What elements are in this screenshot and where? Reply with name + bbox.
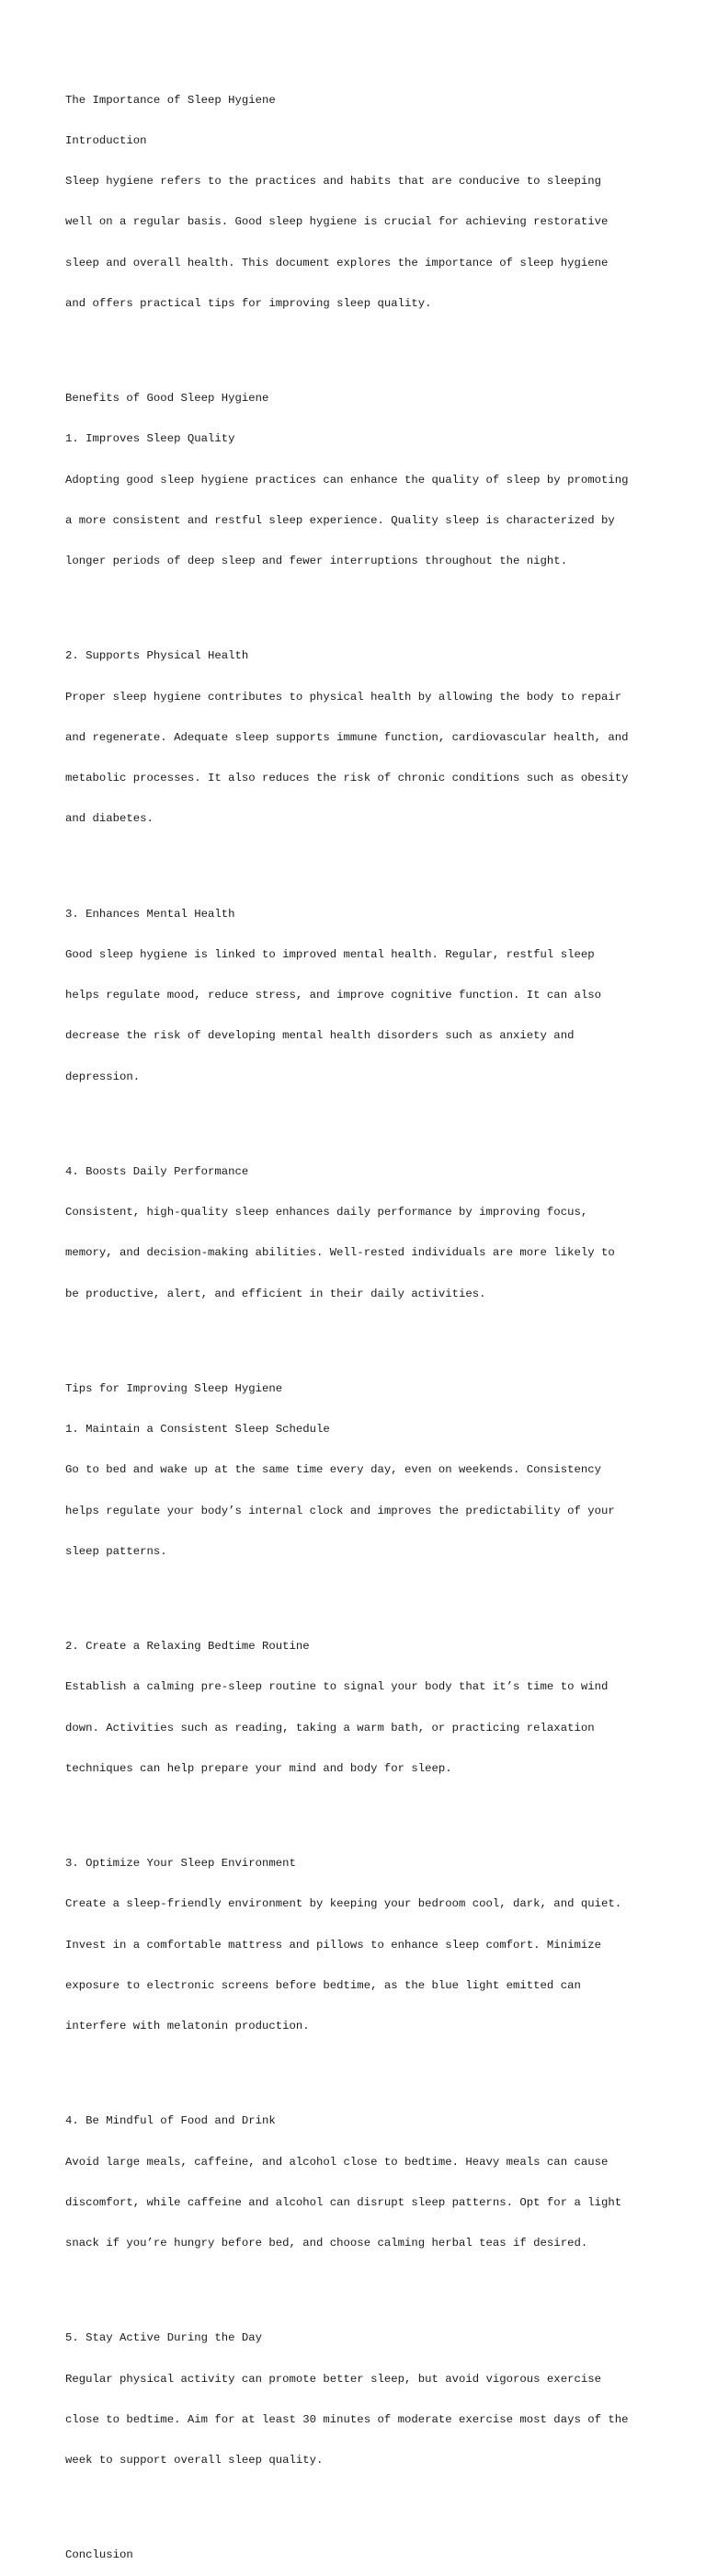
- benefit-line: Adopting good sleep hygiene practices can enhance the quality of sleep by promoting: [65, 473, 629, 487]
- tip-line: Establish a calming pre-sleep routine to signal your body that it’s time to wind: [65, 1680, 609, 1694]
- benefit-line: depression.: [65, 1070, 141, 1083]
- tip-line: close to bedtime. Aim for at least 30 minutes of moderate exercise most days of the: [65, 2412, 629, 2426]
- benefit-line: Good sleep hygiene is linked to improved mental health. Regular, restful sleep: [65, 947, 595, 961]
- tip-line: Avoid large meals, caffeine, and alcohol close to bedtime. Heavy meals can cause: [65, 2155, 609, 2169]
- benefit-line: metabolic processes. It also reduces the risk of chronic conditions such as obesity: [65, 772, 629, 784]
- benefits-heading: Benefits of Good Sleep Hygiene: [65, 392, 269, 405]
- benefit-line: Proper sleep hygiene contributes to physical health by allowing the body to repair: [65, 690, 622, 704]
- document-title: The Importance of Sleep Hygiene: [65, 93, 276, 107]
- tip-line: Create a sleep-friendly environment by keeping your bedroom cool, dark, and quiet.: [65, 1897, 622, 1911]
- tip-line: techniques can help prepare your mind and body for sleep.: [65, 1761, 452, 1775]
- tip-line: sleep patterns.: [65, 1544, 167, 1558]
- tip-line: interfere with melatonin production.: [65, 2020, 310, 2032]
- benefit-line: Consistent, high-quality sleep enhances daily performance by improving focus,: [65, 1206, 588, 1219]
- tip-line: snack if you’re hungry before bed, and choose calming herbal teas if desired.: [65, 2237, 588, 2250]
- intro-heading: Introduction: [65, 133, 147, 147]
- tip-line: helps regulate your body’s internal clock and improves the predictability of your: [65, 1504, 615, 1517]
- benefit-line: and regenerate. Adequate sleep supports immune function, cardiovascular health, and: [65, 730, 629, 744]
- benefit-line: helps regulate mood, reduce stress, and improve cognitive function. It can also: [65, 989, 601, 1002]
- tip-line: discomfort, while caffeine and alcohol can disrupt sleep patterns. Opt for a light: [65, 2195, 622, 2209]
- tips-heading: Tips for Improving Sleep Hygiene: [65, 1381, 283, 1395]
- tip-line: Go to bed and wake up at the same time every day, even on weekends. Consistency: [65, 1463, 601, 1477]
- benefit-title: 2. Supports Physical Health: [65, 649, 249, 663]
- intro-line: sleep and overall health. This document explores the importance of sleep hygiene: [65, 256, 609, 269]
- benefit-line: and diabetes.: [65, 812, 154, 826]
- document-page: [65, 66, 654, 2576]
- benefit-title: 1. Improves Sleep Quality: [65, 432, 235, 446]
- benefit-line: a more consistent and restful sleep experience. Quality sleep is characterized by: [65, 513, 615, 527]
- tip-line: week to support overall sleep quality.: [65, 2454, 324, 2467]
- conclusion-heading: Conclusion: [65, 2548, 133, 2562]
- benefit-line: be productive, alert, and efficient in their daily activities.: [65, 1287, 486, 1300]
- tip-title: 3. Optimize Your Sleep Environment: [65, 1857, 296, 1870]
- benefit-line: decrease the risk of developing mental health disorders such as anxiety and: [65, 1029, 575, 1043]
- intro-line: well on a regular basis. Good sleep hygiene is crucial for achieving restorative: [65, 215, 609, 229]
- benefit-line: memory, and decision-making abilities. Well-rested individuals are more likely to: [65, 1246, 615, 1260]
- benefit-title: 3. Enhances Mental Health: [65, 907, 235, 921]
- tip-line: down. Activities such as reading, taking a warm bath, or practicing relaxation: [65, 1721, 595, 1735]
- benefit-line: longer periods of deep sleep and fewer interruptions throughout the night.: [65, 555, 568, 567]
- tip-line: exposure to electronic screens before bedtime, as the blue light emitted can: [65, 1978, 581, 1992]
- tip-line: Regular physical activity can promote better sleep, but avoid vigorous exercise: [65, 2372, 601, 2386]
- tip-title: 1. Maintain a Consistent Sleep Schedule: [65, 1423, 330, 1436]
- tip-title: 5. Stay Active During the Day: [65, 2331, 263, 2345]
- tip-line: Invest in a comfortable mattress and pillows to enhance sleep comfort. Minimize: [65, 1938, 601, 1952]
- tip-title: 4. Be Mindful of Food and Drink: [65, 2114, 276, 2128]
- benefit-title: 4. Boosts Daily Performance: [65, 1164, 249, 1178]
- tip-title: 2. Create a Relaxing Bedtime Routine: [65, 1640, 310, 1653]
- intro-line: Sleep hygiene refers to the practices and habits that are conducive to sleeping: [65, 175, 601, 188]
- intro-line: and offers practical tips for improving sleep quality.: [65, 296, 432, 310]
